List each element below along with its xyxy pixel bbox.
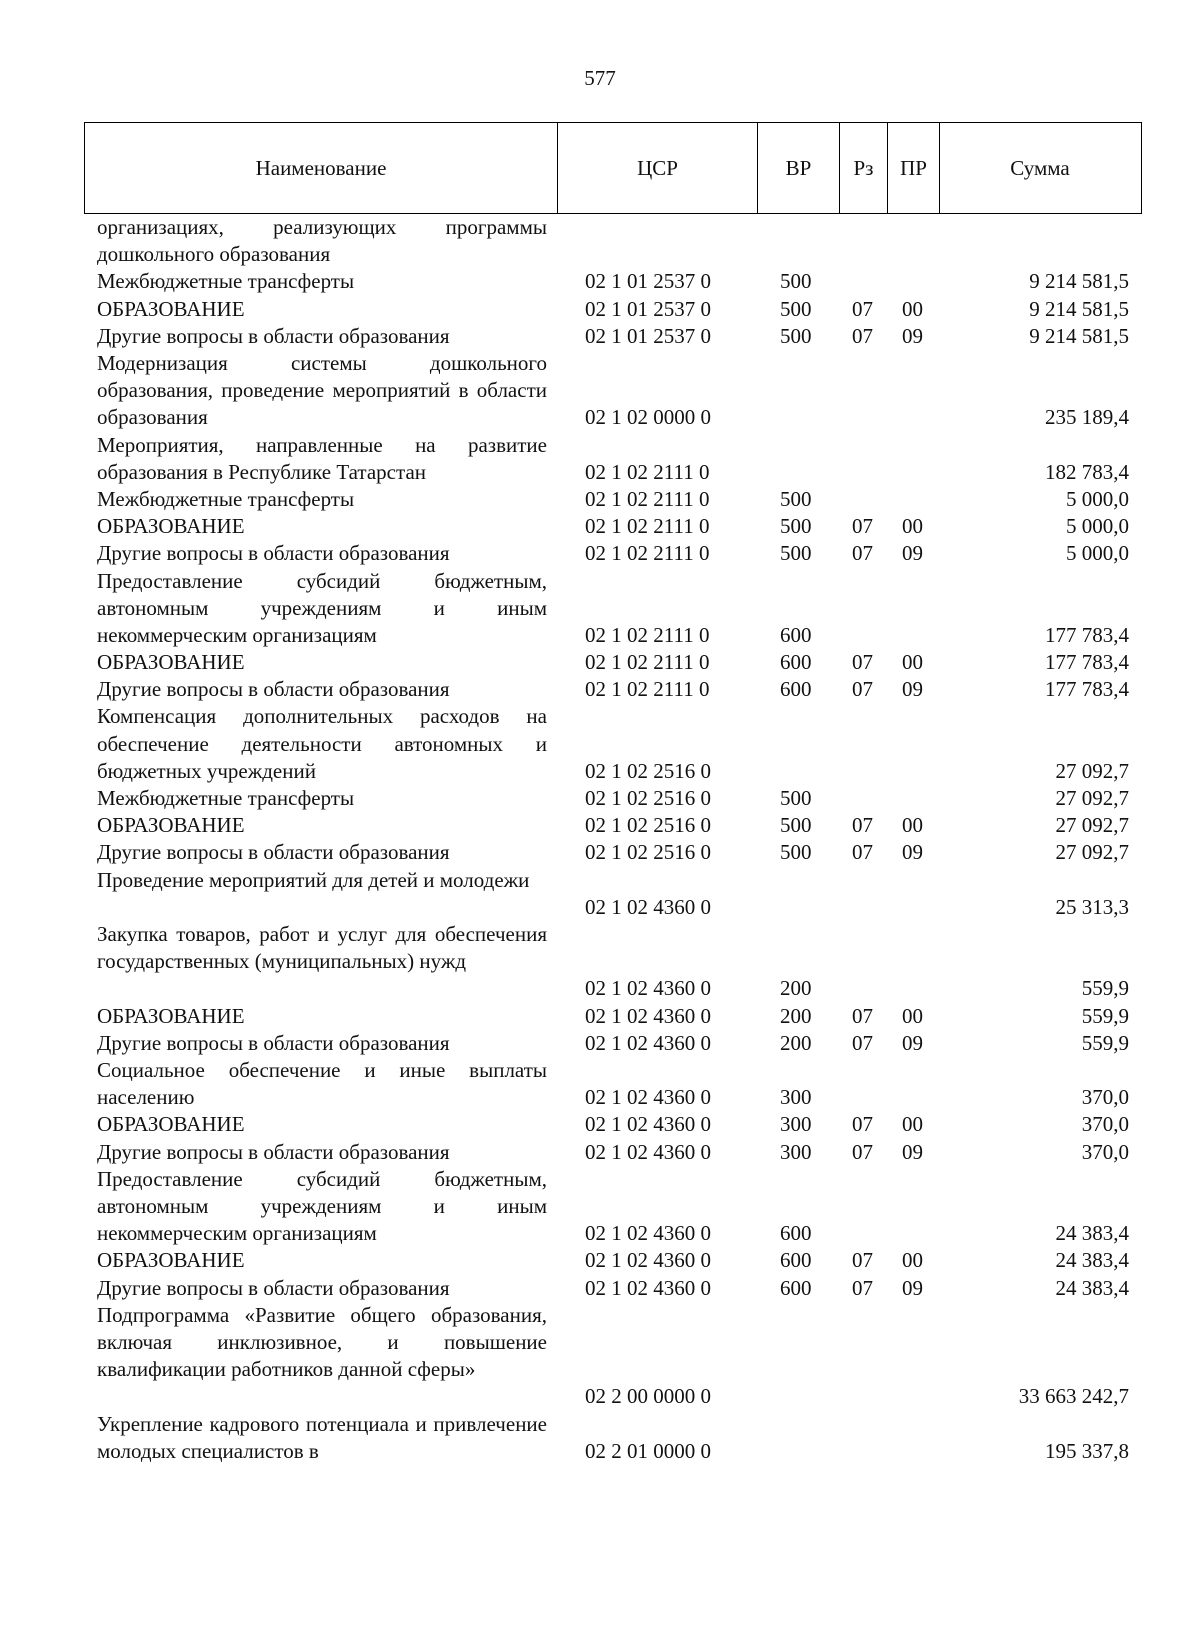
row-sum: 559,9 [1081,1003,1129,1028]
table-row [0,1247,1200,1274]
header-csr: ЦСР [557,123,757,213]
row-csr: 02 1 02 4360 0 [585,1112,711,1137]
row-rz: 07 [852,1112,873,1137]
row-pr: 00 [902,813,923,838]
row-csr: 02 1 01 2537 0 [585,323,711,348]
row-name: Другие вопросы в области образования [97,1275,450,1300]
table-row [0,1111,1200,1138]
table-row [0,323,1200,350]
header-vr: ВР [757,123,839,213]
row-sum: 9 214 581,5 [1029,296,1129,321]
row-csr: 02 1 02 4360 0 [585,1139,711,1164]
row-csr: 02 1 02 4360 0 [585,1085,711,1110]
row-pr: 00 [902,1003,923,1028]
row-csr: 02 1 02 4360 0 [585,976,711,1001]
row-name: Предоставление субсидий бюджетным, автономным учреждениям и иным некоммерческим организациям [97,568,547,647]
row-rz: 07 [852,1275,873,1300]
row-csr: 02 1 02 2111 0 [585,459,710,484]
row-vr: 300 [780,1112,812,1137]
row-sum: 24 383,4 [1055,1275,1129,1300]
row-name: Межбюджетные трансферты [97,269,355,294]
row-name: ОБРАЗОВАНИЕ [97,514,245,539]
row-name: Подпрограмма «Развитие общего образования, включая инклюзивное, и повышение квалификации работников данной сферы» [97,1302,547,1382]
row-pr: 09 [902,1275,923,1300]
row-vr: 600 [780,1248,812,1273]
table-row [0,1411,1200,1465]
row-csr: 02 1 02 2111 0 [585,541,710,566]
table-row [0,268,1200,295]
row-name: ОБРАЗОВАНИЕ [97,1003,245,1028]
row-sum: 370,0 [1081,1139,1129,1164]
row-csr: 02 1 02 2111 0 [585,677,710,702]
row-vr: 500 [780,541,812,566]
table-row [0,867,1200,921]
row-sum: 235 189,4 [1045,405,1129,430]
row-name: Другие вопросы в области образования [97,541,450,566]
table-row [0,540,1200,567]
row-sum: 9 214 581,5 [1029,269,1129,294]
row-name: ОБРАЗОВАНИЕ [97,1248,245,1273]
row-rz: 07 [852,1030,873,1055]
row-sum: 9 214 581,5 [1029,323,1129,348]
row-rz: 07 [852,1139,873,1164]
row-sum: 27 092,7 [1055,813,1129,838]
row-name: Межбюджетные трансферты [97,786,355,811]
table-row [0,1139,1200,1166]
row-rz: 07 [852,296,873,321]
row-name: Предоставление субсидий бюджетным, автономным учреждениям и иным некоммерческим организациям [97,1166,547,1246]
row-sum: 177 783,4 [1045,622,1129,647]
row-vr: 300 [780,1085,812,1110]
row-name: организациях, реализующих программы дошкольного образования [97,215,547,267]
row-pr: 00 [902,1248,923,1273]
row-name: Компенсация дополнительных расходов на обеспечение деятельности автономных и бюджетных учреждений [97,704,547,783]
row-sum: 27 092,7 [1055,786,1129,811]
row-pr: 00 [902,650,923,675]
row-sum: 27 092,7 [1055,840,1129,865]
row-vr: 600 [780,677,812,702]
row-csr: 02 1 02 2111 0 [585,622,710,647]
row-csr: 02 1 02 4360 0 [585,1275,711,1300]
row-vr: 200 [780,1030,812,1055]
row-name: Мероприятия, направленные на развитие образования в Республике Татарстан [97,432,547,484]
row-sum: 182 783,4 [1045,459,1129,484]
table-row [0,1003,1200,1030]
row-sum: 177 783,4 [1045,677,1129,702]
table-row [0,785,1200,812]
row-pr: 09 [902,1139,923,1164]
table-row [0,214,1200,268]
row-vr: 600 [780,622,812,647]
row-csr: 02 1 02 2516 0 [585,786,711,811]
row-csr: 02 2 01 0000 0 [585,1438,711,1463]
row-csr: 02 2 00 0000 0 [585,1384,711,1409]
row-vr: 600 [780,650,812,675]
row-vr: 500 [780,486,812,511]
table-row [0,812,1200,839]
row-sum: 5 000,0 [1066,541,1129,566]
table-body [0,214,1200,1465]
row-sum: 559,9 [1081,976,1129,1001]
row-sum: 24 383,4 [1055,1221,1129,1246]
row-rz: 07 [852,650,873,675]
row-pr: 00 [902,514,923,539]
row-csr: 02 1 02 2516 0 [585,758,711,783]
table-row [0,649,1200,676]
page-number: 577 [584,66,616,90]
row-name: Укрепление кадрового потенциала и привлечение молодых специалистов в [97,1411,547,1463]
row-vr: 200 [780,1003,812,1028]
row-csr: 02 1 02 4360 0 [585,1003,711,1028]
row-csr: 02 1 02 2516 0 [585,840,711,865]
row-csr: 02 1 02 2111 0 [585,514,710,539]
row-name: Социальное обеспечение и иные выплаты населению [97,1057,547,1110]
row-vr: 500 [780,840,812,865]
table-row [0,486,1200,513]
row-csr: 02 1 02 2516 0 [585,813,711,838]
table-row [0,676,1200,703]
row-csr: 02 1 02 4360 0 [585,894,711,919]
row-name: Закупка товаров, работ и услуг для обеспечения государственных (муниципальных) нужд [97,922,547,974]
row-rz: 07 [852,677,873,702]
row-vr: 500 [780,269,812,294]
table-row [0,350,1200,432]
row-name: ОБРАЗОВАНИЕ [97,1112,245,1137]
row-name: ОБРАЗОВАНИЕ [97,650,245,675]
table-row [0,568,1200,650]
table-row [0,1302,1200,1411]
header-name: Наименование [255,155,387,180]
row-pr: 09 [902,323,923,348]
row-csr: 02 1 02 2111 0 [585,486,710,511]
table-row [0,1275,1200,1302]
row-pr: 00 [902,296,923,321]
row-sum: 370,0 [1081,1112,1129,1137]
row-sum: 5 000,0 [1066,514,1129,539]
row-vr: 600 [780,1221,812,1246]
row-rz: 07 [852,813,873,838]
header-sum: Сумма [939,123,1140,213]
row-name: Другие вопросы в области образования [97,1030,450,1055]
row-sum: 25 313,3 [1055,894,1129,919]
row-rz: 07 [852,541,873,566]
row-vr: 200 [780,976,812,1001]
row-sum: 33 663 242,7 [1018,1384,1129,1409]
row-csr: 02 1 01 2537 0 [585,296,711,321]
header-rz: Рз [839,123,887,213]
row-sum: 5 000,0 [1066,486,1129,511]
table-row [0,1030,1200,1057]
row-rz: 07 [852,514,873,539]
row-rz: 07 [852,323,873,348]
row-sum: 27 092,7 [1055,758,1129,783]
row-pr: 09 [902,677,923,702]
row-name: Другие вопросы в области образования [97,840,450,865]
row-vr: 500 [780,786,812,811]
row-vr: 500 [780,296,812,321]
row-name: Модернизация системы дошкольного образования, проведение мероприятий в области образования [97,350,547,430]
row-vr: 300 [780,1139,812,1164]
row-csr: 02 1 02 4360 0 [585,1030,711,1055]
row-vr: 500 [780,813,812,838]
row-name: Другие вопросы в области образования [97,1139,450,1164]
row-name: Другие вопросы в области образования [97,323,450,348]
row-name: Другие вопросы в области образования [97,677,450,702]
table-row [0,296,1200,323]
row-pr: 00 [902,1112,923,1137]
row-rz: 07 [852,1003,873,1028]
row-pr: 09 [902,541,923,566]
row-rz: 07 [852,1248,873,1273]
table-row [0,513,1200,540]
row-sum: 370,0 [1081,1085,1129,1110]
table-row [0,839,1200,866]
table-header [84,122,1142,214]
row-sum: 559,9 [1081,1030,1129,1055]
row-name: ОБРАЗОВАНИЕ [97,813,245,838]
row-sum: 24 383,4 [1055,1248,1129,1273]
row-vr: 500 [780,514,812,539]
table-row [0,1166,1200,1248]
row-rz: 07 [852,840,873,865]
header-pr: ПР [887,123,939,213]
row-pr: 09 [902,1030,923,1055]
row-csr: 02 1 01 2537 0 [585,269,711,294]
row-name: Межбюджетные трансферты [97,486,355,511]
row-csr: 02 1 02 2111 0 [585,650,710,675]
row-csr: 02 1 02 4360 0 [585,1221,711,1246]
row-sum: 195 337,8 [1045,1438,1129,1463]
row-sum: 177 783,4 [1045,650,1129,675]
row-name: Проведение мероприятий для детей и молодежи [97,867,530,892]
table-row [0,703,1200,785]
table-row [0,432,1200,486]
row-vr: 600 [780,1275,812,1300]
table-row [0,1057,1200,1111]
row-csr: 02 1 02 4360 0 [585,1248,711,1273]
row-csr: 02 1 02 0000 0 [585,405,711,430]
row-pr: 09 [902,840,923,865]
table-row [0,921,1200,1003]
row-vr: 500 [780,323,812,348]
row-name: ОБРАЗОВАНИЕ [97,296,245,321]
